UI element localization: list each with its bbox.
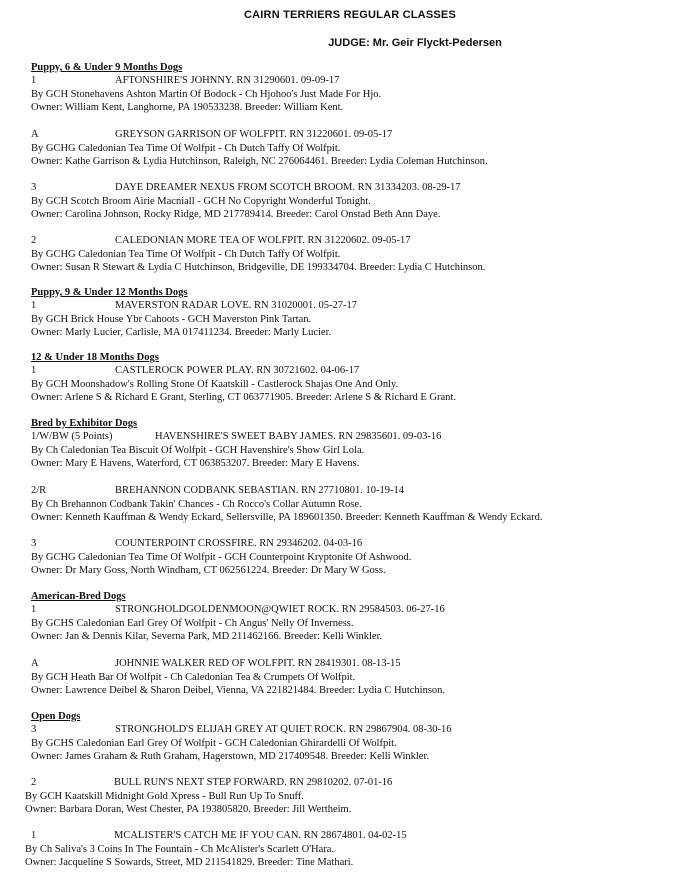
judge-name: JUDGE: Mr. Geir Flyckt-Pedersen bbox=[328, 37, 502, 49]
entry bbox=[31, 74, 691, 115]
entry bbox=[31, 128, 691, 169]
placing: A bbox=[31, 658, 39, 669]
placing: 2 bbox=[31, 235, 37, 246]
page-title: CAIRN TERRIERS REGULAR CLASSES bbox=[244, 9, 456, 21]
entry bbox=[31, 603, 691, 644]
pedigree: By GCH Brick House Ybr Cahoots - GCH Maverston Pink Tartan. bbox=[31, 313, 312, 325]
placing: 3 bbox=[31, 182, 37, 193]
dog-name: JOHNNIE WALKER RED OF WOLFPIT. RN 28419301. 08-13-15 bbox=[115, 658, 401, 669]
placing: 1 bbox=[31, 830, 37, 841]
placing: 1/W/BW (5 Points) bbox=[31, 431, 113, 442]
placing: 1 bbox=[31, 75, 37, 86]
class-heading: 12 & Under 18 Months Dogs bbox=[31, 352, 159, 363]
pedigree: By GCHG Caledonian Tea Time Of Wolfpit - GCH Counterpoint Kryptonite Of Ashwood. bbox=[31, 551, 412, 563]
pedigree: By GCH Moonshadow's Rolling Stone Of Kaatskill - Castlerock Shajas One And Only. bbox=[31, 378, 399, 390]
entry bbox=[31, 234, 691, 275]
owner-breeder: Owner: Jacqueline S Sowards, Street, MD 211541829. Breeder: Tine Mathari. bbox=[25, 857, 354, 868]
placing: 2 bbox=[31, 777, 37, 788]
owner-breeder: Owner: Arlene S & Richard E Grant, Sterling, CT 063771905. Breeder: Arlene S & Richard E Grant. bbox=[31, 392, 456, 403]
owner-breeder: Owner: Lawrence Deibel & Sharon Deibel, Vienna, VA 221821484. Breeder: Lydia C Hutchinson. bbox=[31, 685, 446, 696]
entry bbox=[31, 537, 691, 578]
pedigree: By GCH Heath Bar Of Wolfpit - Ch Caledonian Tea & Crumpets Of Wolfpit. bbox=[31, 671, 356, 683]
owner-breeder: Owner: Barbara Doran, West Chester, PA 193805820. Breeder: Jill Wertheim. bbox=[25, 804, 352, 815]
owner-breeder: Owner: Dr Mary Goss, North Windham, CT 062561224. Breeder: Dr Mary W Goss. bbox=[31, 565, 386, 576]
pedigree: By Ch Saliva's 3 Coins In The Fountain - Ch McAlister's Scarlett O'Hara. bbox=[25, 843, 335, 855]
entry bbox=[31, 723, 691, 764]
owner-breeder: Owner: Marly Lucier, Carlisle, MA 017411234. Breeder: Marly Lucier. bbox=[31, 327, 332, 338]
pedigree: By Ch Brehannon Codbank Takin' Chances - Ch Rocco's Collar Autumn Rose. bbox=[31, 498, 362, 510]
placing: A bbox=[31, 129, 39, 140]
class-heading: Bred by Exhibitor Dogs bbox=[31, 418, 138, 429]
pedigree: By GCHS Caledonian Earl Grey Of Wolfpit - Ch Angus' Nelly Of Inverness. bbox=[31, 617, 354, 629]
dog-name: CASTLEROCK POWER PLAY. RN 30721602. 04-06-17 bbox=[115, 365, 360, 376]
entry bbox=[31, 657, 691, 698]
placing: 1 bbox=[31, 365, 37, 376]
pedigree: By GCHG Caledonian Tea Time Of Wolfpit - Ch Dutch Taffy Of Wolfpit. bbox=[31, 142, 341, 154]
dog-name: STRONGHOLD'S ELIJAH GREY AT QUIET ROCK. RN 29867904. 08-30-16 bbox=[115, 724, 452, 735]
class-heading: Puppy, 9 & Under 12 Months Dogs bbox=[31, 287, 188, 298]
placing: 3 bbox=[31, 724, 37, 735]
dog-name: STRONGHOLDGOLDENMOON@QWIET ROCK. RN 29584503. 06-27-16 bbox=[115, 604, 445, 615]
entry bbox=[31, 430, 691, 471]
pedigree: By GCHS Caledonian Earl Grey Of Wolfpit - GCH Caledonian Ghirardelli Of Wolfpit. bbox=[31, 737, 397, 749]
owner-breeder: Owner: Carolina Johnson, Rocky Ridge, MD 217789414. Breeder: Carol Onstad Beth Ann Daye. bbox=[31, 209, 441, 220]
owner-breeder: Owner: Susan R Stewart & Lydia C Hutchinson, Bridgeville, DE 199334704. Breeder: Lydia C Hutchinson. bbox=[31, 262, 486, 273]
dog-name: COUNTERPOINT CROSSFIRE. RN 29346202. 04-03-16 bbox=[115, 538, 363, 549]
owner-breeder: Owner: James Graham & Ruth Graham, Hagerstown, MD 217409548. Breeder: Kelli Winkler. bbox=[31, 751, 430, 762]
pedigree: By GCH Kaatskill Midnight Gold Xpress - Bull Run Up To Snuff. bbox=[25, 790, 304, 802]
entry bbox=[25, 829, 685, 870]
entry bbox=[31, 364, 691, 405]
dog-name: DAYE DREAMER NEXUS FROM SCOTCH BROOM. RN 31334203. 08-29-17 bbox=[115, 182, 461, 193]
class-heading: American-Bred Dogs bbox=[31, 591, 126, 602]
entry bbox=[31, 299, 691, 340]
dog-name: BREHANNON CODBANK SEBASTIAN. RN 27710801. 10-19-14 bbox=[115, 485, 405, 496]
dog-name: HAVENSHIRE'S SWEET BABY JAMES. RN 29835601. 09-03-16 bbox=[155, 431, 442, 442]
entry bbox=[31, 181, 691, 222]
judge-line bbox=[0, 37, 700, 49]
dog-name: AFTONSHIRE'S JOHNNY. RN 31290601. 09-09-17 bbox=[115, 75, 340, 86]
class-heading: Open Dogs bbox=[31, 711, 81, 722]
entry bbox=[31, 484, 691, 525]
placing: 3 bbox=[31, 538, 37, 549]
pedigree: By Ch Caledonian Tea Biscuit Of Wolfpit - GCH Havenshire's Show Girl Lola. bbox=[31, 444, 365, 456]
entry bbox=[25, 776, 685, 817]
placing: 1 bbox=[31, 300, 37, 311]
owner-breeder: Owner: Kenneth Kauffman & Wendy Eckard, Sellersville, PA 189601350. Breeder: Kenneth Kauffman & Wendy Eckard. bbox=[31, 512, 543, 523]
class-heading: Puppy, 6 & Under 9 Months Dogs bbox=[31, 62, 183, 73]
owner-breeder: Owner: Jan & Dennis Kilar, Severna Park, MD 211462166. Breeder: Kelli Winkler. bbox=[31, 631, 383, 642]
dog-name: GREYSON GARRISON OF WOLFPIT. RN 31220601. 09-05-17 bbox=[115, 129, 393, 140]
dog-name: MCALISTER'S CATCH ME IF YOU CAN. RN 28674801. 04-02-15 bbox=[114, 830, 407, 841]
dog-name: BULL RUN'S NEXT STEP FORWARD. RN 29810202. 07-01-16 bbox=[114, 777, 393, 788]
dog-name: CALEDONIAN MORE TEA OF WOLFPIT. RN 31220602. 09-05-17 bbox=[115, 235, 411, 246]
owner-breeder: Owner: Mary E Havens, Waterford, CT 063853207. Breeder: Mary E Havens. bbox=[31, 458, 360, 469]
pedigree: By GCH Scotch Broom Airie Macniall - GCH No Copyright Wonderful Tonight. bbox=[31, 195, 371, 207]
placing: 2/R bbox=[31, 485, 47, 496]
placing: 1 bbox=[31, 604, 37, 615]
dog-name: MAVERSTON RADAR LOVE. RN 31020001. 05-27-17 bbox=[115, 300, 357, 311]
pedigree: By GCHG Caledonian Tea Time Of Wolfpit - Ch Dutch Taffy Of Wolfpit. bbox=[31, 248, 341, 260]
owner-breeder: Owner: William Kent, Langhorne, PA 190533238. Breeder: William Kent. bbox=[31, 102, 344, 113]
pedigree: By GCH Stonehavens Ashton Martin Of Bodock - Ch Hjohoo's Just Made For Hjo. bbox=[31, 88, 382, 100]
owner-breeder: Owner: Kathe Garrison & Lydia Hutchinson, Raleigh, NC 276064461. Breeder: Lydia Coleman Hutchinson. bbox=[31, 156, 488, 167]
